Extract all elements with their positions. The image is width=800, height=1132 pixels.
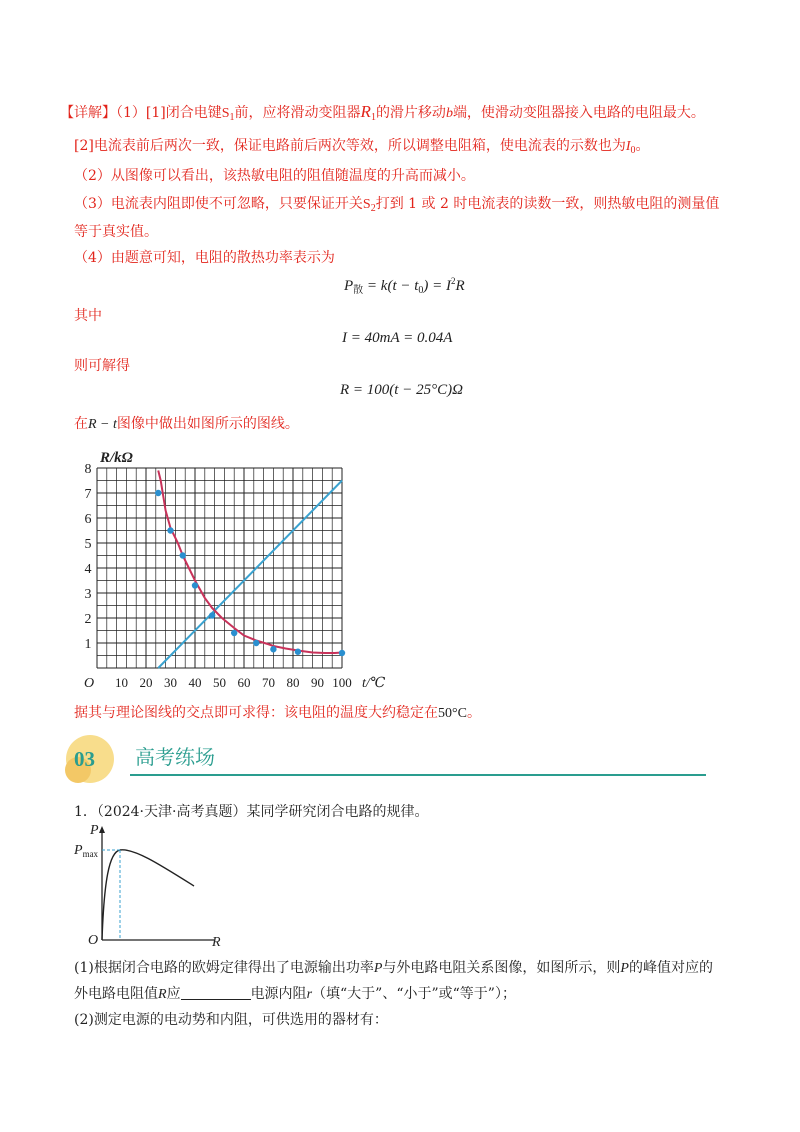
y-tick-label: 6 <box>84 512 92 527</box>
item1-r: R <box>158 987 167 1002</box>
formula-resistance: R = 100(t − 25°C)Ω <box>340 382 463 398</box>
p9-a: 据其与理论图线的交点即可求得：该电阻的温度大约稳定在 <box>74 705 438 721</box>
item1-line-2 <box>74 984 516 1005</box>
chart-ylabel: R/kΩ <box>100 450 133 466</box>
chart-xlabel: t/℃ <box>362 676 386 691</box>
chart-series <box>155 471 345 669</box>
question-source: （2024·天津·高考真题） <box>96 804 247 820</box>
item1-e: 应 <box>166 986 181 1002</box>
data-point <box>167 527 173 533</box>
data-point <box>295 649 301 655</box>
theory-line <box>158 481 342 669</box>
item1-r2: r <box>306 987 313 1002</box>
y-tick-label: 8 <box>84 462 92 477</box>
item1-d: 外电路电阻值 <box>74 986 158 1002</box>
pr-y-arrow <box>99 826 105 833</box>
p1-rest2: 端，使滑动变阻器接入电路的电阻最大。 <box>452 105 705 121</box>
item1-line-1 <box>74 958 713 979</box>
y-tick-label: 2 <box>84 612 92 627</box>
pr-y-label: P <box>90 823 99 838</box>
item1-f: 电源内阻 <box>250 986 307 1002</box>
solution-line-9 <box>74 414 299 435</box>
pr-curve <box>102 850 194 940</box>
p8-math: R − t <box>88 417 117 432</box>
x-tick-label: 10 <box>115 675 128 690</box>
i0-symbol: $I_0$ <box>625 139 636 156</box>
x-tick-label: 40 <box>188 675 202 690</box>
data-point <box>253 640 259 646</box>
pr-pmax-label: $P_{max}$ <box>74 843 99 859</box>
s2-symbol: $S_2$ <box>362 197 376 214</box>
data-point <box>339 650 345 656</box>
solution-line-7: 其中 <box>74 308 102 324</box>
data-point <box>231 630 237 636</box>
solution-line-2 <box>74 136 650 161</box>
answer-blank[interactable] <box>181 985 251 1000</box>
y-tick-label: 1 <box>84 637 92 652</box>
item1-b: 与外电路电阻关系图像，如图所示，则 <box>382 960 621 976</box>
item1-c: 的峰值对应的 <box>628 960 713 976</box>
b-symbol: b <box>445 106 453 121</box>
question-number: 1． <box>74 804 97 820</box>
x-tick-label: 20 <box>139 675 153 690</box>
item1-a: (1)根据闭合电路的欧姆定律得出了电源输出功率 <box>74 960 374 976</box>
y-tick-label: 4 <box>84 562 92 577</box>
x-tick-label: 30 <box>164 675 177 690</box>
pr-origin: O <box>88 933 99 948</box>
solution-line-4 <box>74 194 719 219</box>
solution-line-10 <box>74 703 481 724</box>
p4-b: 打到 1 或 2 时电流表的读数一致，则热敏电阻的测量值 <box>375 196 720 212</box>
data-point <box>155 490 161 496</box>
p4-a: （3）电流表内阻即使不可忽略，只要保证开关 <box>74 196 363 212</box>
formula-current: I = 40mA = 0.04A <box>342 330 453 346</box>
pr-graph <box>74 822 234 952</box>
solution-line-3: （2）从图像可以看出，该热敏电阻的阻值随温度的升高而减小。 <box>74 168 475 184</box>
pr-x-label: R <box>212 935 221 950</box>
item2-line: (2)测定电源的电动势和内阻，可供选用的器材有： <box>74 1012 388 1028</box>
x-tick-label: 100 <box>332 675 352 690</box>
r1-symbol: $R_1$ <box>360 102 376 123</box>
solution-tag: 【详解】 <box>60 105 116 121</box>
p9-value: 50°C <box>438 706 467 721</box>
data-point <box>209 612 215 618</box>
section-number: 03 <box>74 747 95 771</box>
item1-p2: P <box>620 961 629 976</box>
x-tick-label: 60 <box>237 675 251 690</box>
s1-symbol: $S_1$ <box>221 106 235 123</box>
y-tick-label: 5 <box>84 537 92 552</box>
section-title: 高考练场 <box>135 747 215 769</box>
solution-line-8: 则可解得 <box>74 358 130 374</box>
solution-line-1 <box>60 102 705 128</box>
fit-curve <box>158 471 342 654</box>
item1-p: P <box>373 961 383 976</box>
x-tick-label: 70 <box>262 675 275 690</box>
x-tick-label: 90 <box>311 675 324 690</box>
data-point <box>270 646 276 652</box>
p2-end: 。 <box>635 138 650 154</box>
p1-mid: 前，应将滑动变阻器 <box>234 105 361 121</box>
chart-origin: O <box>84 676 95 691</box>
data-point <box>192 582 198 588</box>
item1-g: （填“大于”、“小于”或“等于”）； <box>312 986 516 1002</box>
section-header <box>60 730 720 790</box>
x-tick-label: 50 <box>213 675 226 690</box>
x-tick-label: 80 <box>286 675 300 690</box>
solution-line-6: （4）由题意可知，电阻的散热功率表示为 <box>74 250 335 266</box>
p8-a: 在 <box>74 416 88 432</box>
solution-line-5: 等于真实值。 <box>74 224 158 240</box>
y-tick-label: 7 <box>84 487 92 502</box>
question-line <box>74 802 428 822</box>
p2-text: [2]电流表前后两次一致，保证电路前后两次等效，所以调整电阻箱，使电流表的示数也为 <box>74 138 626 154</box>
p1-num: （1）[1]闭合电键 <box>116 105 222 121</box>
rt-chart <box>70 440 390 700</box>
formula-power: $P_散 = k(t - t_0) = I^2R$ <box>344 276 465 296</box>
p1-rest1: 的滑片移动 <box>375 105 446 121</box>
y-tick-label: 3 <box>84 587 92 602</box>
p9-b: 。 <box>466 705 481 721</box>
data-point <box>180 552 186 558</box>
question-text: 某同学研究闭合电路的规律。 <box>246 804 429 820</box>
p8-b: 图像中做出如图所示的图线。 <box>116 416 299 432</box>
chart-grid <box>97 468 342 668</box>
